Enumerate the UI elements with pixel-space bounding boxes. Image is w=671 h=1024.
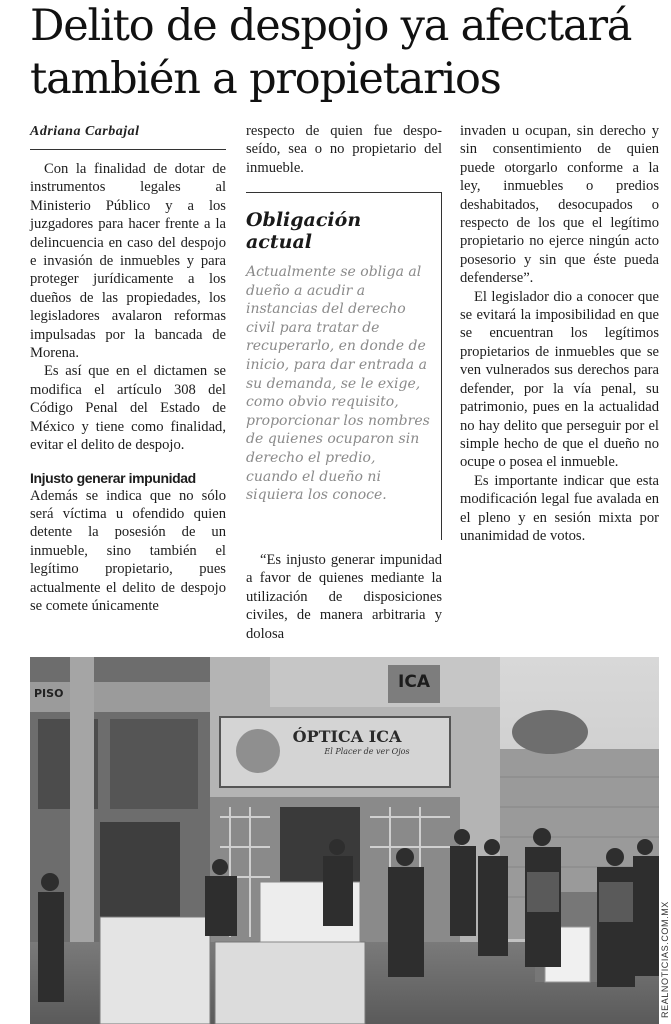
column-1 xyxy=(30,160,226,615)
pull-quote-body: Actualmente se obliga al dueño a acudir a instancias del derecho civil para tratar de recuperarlo, en donde de inicio, para dar entrada a su demanda, se le exige, como obvio requisito, proporcionar los nombres de quienes ocuparon sin derecho el predio, cuando el dueño ni siquiera los conoce. xyxy=(246,264,430,504)
paragraph: respecto de quien fue desposeído, sea o no propietario del inmueble. xyxy=(246,123,442,176)
pull-quote-title: Obligación actual xyxy=(246,209,362,253)
paragraph: Es importante indicar que esta modificación legal fue avalada en el pleno y en sesión mixta por unanimidad de votos. xyxy=(460,472,659,544)
store-sign: ÓPTICA ICA xyxy=(292,727,402,746)
headline-line-2: también a propietarios xyxy=(30,54,501,104)
paragraph: Además se indica que no sólo será víctima u ofendido quien detente la posesión de un inmueble, sino también el legítimo propietario, pues actualmente el delito de despojo se comete únicamente xyxy=(30,487,226,614)
paragraph: El legislador dio a conocer que se evitará la imposibilidad en que se encuentran los legítimos propietarios de inmuebles que se ven vulnerados sus derechos para defender, por la vía penal, su patrimonio, pues en la actualidad no hay delito que perseguir por el simple hecho de que el dueño no ocupe o posea el inmueble. xyxy=(460,288,659,471)
paragraph: Con la finalidad de dotar de instrumentos legales al Ministerio Público y a los juzgadores para hacer frente a la delincuencia en caso del despojo e invasión de inmuebles y para proteger jurídicamente a los dueños de las propiedades, los legisladores avalaron reformas impulsadas por la bancada de Morena. xyxy=(30,161,226,362)
news-photo xyxy=(30,657,659,1024)
column-3 xyxy=(460,122,659,545)
column-2-top xyxy=(246,122,442,177)
photo-credit: REALNOTICIAS.COM.MX xyxy=(660,901,670,1018)
pull-quote-box xyxy=(246,192,442,540)
subhead: Injusto generar impunidad xyxy=(30,469,196,486)
paragraph: invaden u ocupan, sin derecho y sin consentimiento de quien puede otorgarlo conforme a la ley, inmuebles o predios deshabitados, desocupados o respecto de los que el legítimo propietario no ejerce ningún acto posesorio y sin que éste pueda defenderse”. xyxy=(460,123,659,287)
upper-sign: ICA xyxy=(398,672,430,692)
headline-line-1: Delito de despojo ya afectará xyxy=(30,1,632,51)
store-sign-slogan: El Placer de ver Ojos xyxy=(324,747,410,756)
headline xyxy=(30,0,665,106)
byline: Adriana Carbajal xyxy=(30,124,226,150)
paragraph: Es así que en el dictamen se modifica el artículo 308 del Código Penal del Estado de México y tiene como finalidad, evitar el delito de despojo. xyxy=(30,363,226,454)
building-sign: PISO xyxy=(34,687,64,700)
paragraph: “Es injusto generar impunidad a favor de quienes mediante la utilización de disposiciones civiles, de manera arbitraria y dolosa xyxy=(246,552,442,642)
column-2-bottom xyxy=(246,551,442,643)
